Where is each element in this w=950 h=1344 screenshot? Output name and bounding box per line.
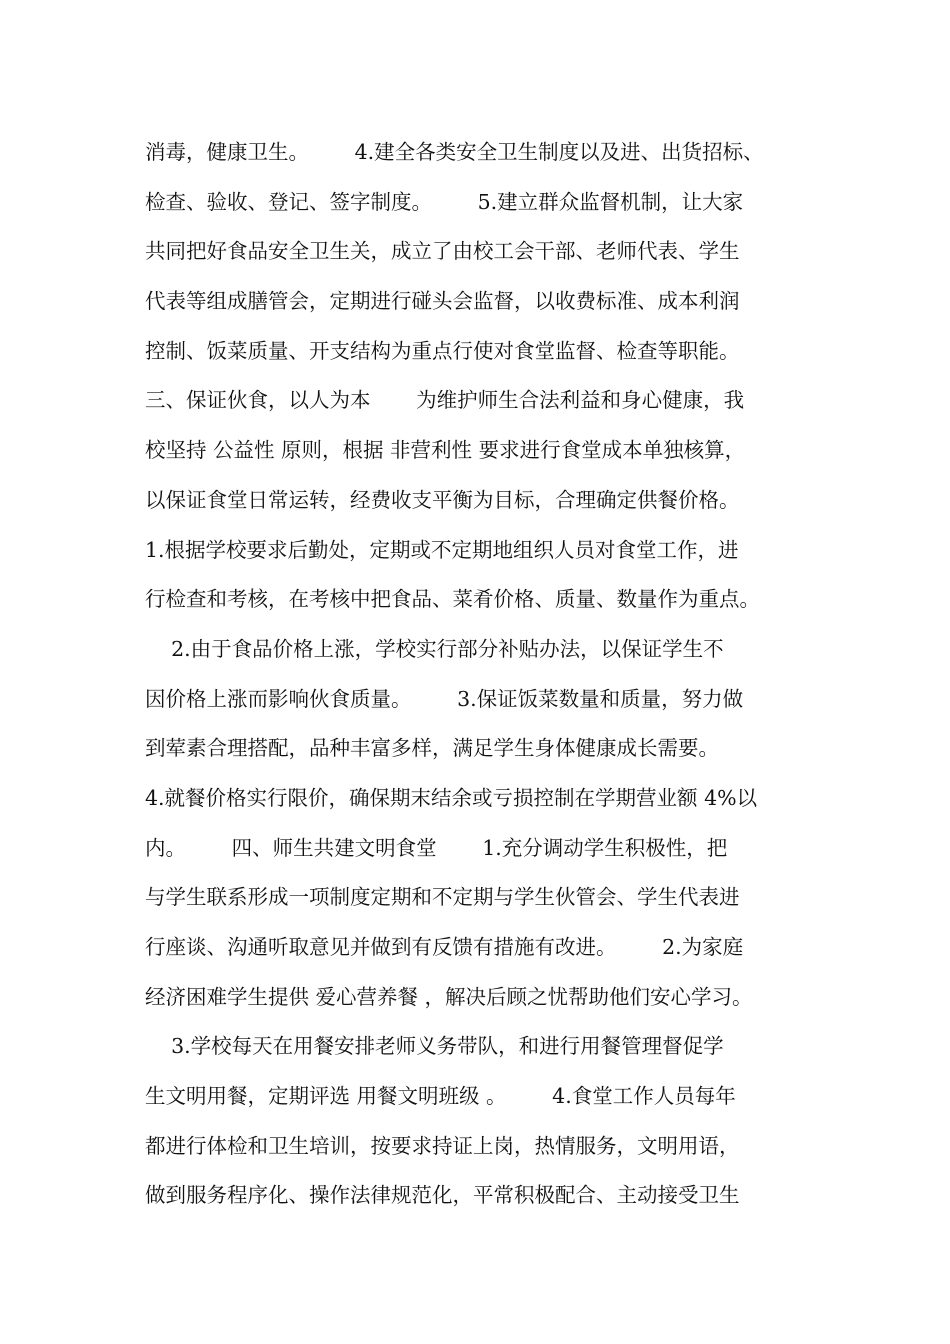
text-line: 消毒，健康卫生。 4.建全各类安全卫生制度以及进、出货招标、 [145, 140, 764, 164]
text-line: 2.由于食品价格上涨，学校实行部分补贴办法，以保证学生不 [145, 636, 724, 661]
text-line: 检查、验收、登记、签字制度。 5.建立群众监督机制，让大家 [145, 189, 744, 214]
text-line: 经济困难学生提供 爱心营养餐 ，解决后顾之忧帮助他们安心学习。 [145, 984, 753, 1009]
text-line: 1.根据学校要求后勤处，定期或不定期地组织人员对食堂工作，进 [145, 537, 739, 562]
text-line: 生文明用餐，定期评选 用餐文明班级 。 4.食堂工作人员每年 [145, 1084, 736, 1109]
text-line: 行座谈、沟通听取意见并做到有反馈有措施有改进。 2.为家庭 [145, 935, 744, 959]
text-line: 都进行体检和卫生培训，按要求持证上岗，热情服务，文明用语， [145, 1133, 740, 1158]
text-line: 3.学校每天在用餐安排老师义务带队，和进行用餐管理督促学 [145, 1034, 724, 1059]
text-line: 以保证食堂日常运转，经费收支平衡为目标，合理确定供餐价格。 [145, 487, 740, 512]
text-line: 4.就餐价格实行限价，确保期末结余或亏损控制在学期营业额 4%以 [145, 785, 758, 810]
body-text [145, 132, 825, 1225]
text-line: 到荤素合理搭配，品种丰富多样，满足学生身体健康成长需要。 [145, 736, 719, 761]
text-line: 内。 四、师生共建文明食堂 1.充分调动学生积极性，把 [145, 835, 728, 860]
text-line: 与学生联系形成一项制度定期和不定期与学生伙管会、学生代表进 [145, 885, 740, 910]
text-line: 做到服务程序化、操作法律规范化，平常积极配合、主动接受卫生 [145, 1183, 740, 1208]
text-line: 控制、饭菜质量、开支结构为重点行使对食堂监督、检查等职能。 [145, 338, 740, 363]
text-line: 行检查和考核，在考核中把食品、菜肴价格、质量、数量作为重点。 [145, 587, 760, 612]
text-line: 代表等组成膳管会，定期进行碰头会监督，以收费标准、成本利润 [145, 289, 740, 314]
text-line: 三、保证伙食，以人为本 为维护师生合法利益和身心健康，我 [145, 388, 745, 413]
text-line: 因价格上涨而影响伙食质量。 3.保证饭菜数量和质量，努力做 [145, 686, 744, 711]
text-line: 校坚持 公益性 原则，根据 非营利性 要求进行食堂成本单独核算， [145, 438, 746, 463]
text-line: 共同把好食品安全卫生关，成立了由校工会干部、老师代表、学生 [145, 239, 740, 264]
